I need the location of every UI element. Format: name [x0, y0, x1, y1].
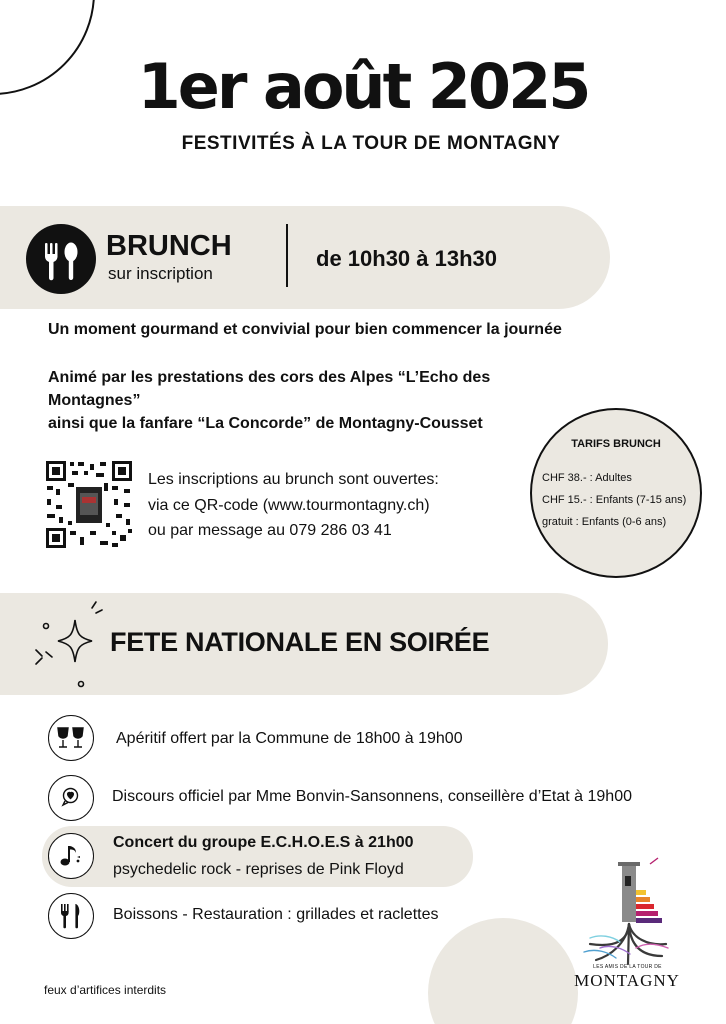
decorative-circle-bottom — [428, 918, 578, 1024]
fete-title: FETE NATIONALE EN SOIRÉE — [110, 627, 490, 657]
brunch-divider — [286, 224, 288, 287]
program-item-concert-subtext: psychedelic rock - reprises de Pink Floyd — [113, 861, 404, 878]
logo-name: MONTAGNY — [574, 971, 680, 990]
footer-note: feux d’artifices interdits — [44, 983, 167, 997]
program-item-aperitif: Apéritif offert par la Commune de 18h00 à 19h00 — [116, 730, 463, 747]
sparkle-icon — [30, 600, 110, 690]
brunch-subtitle: sur inscription — [108, 264, 213, 283]
animation-line-3: ainsi que la fanfare “La Concorde” de Montagny-Cousset — [48, 415, 483, 432]
brunch-time: de 10h30 à 13h30 — [316, 246, 498, 271]
registration-line-1: Les inscriptions au brunch sont ouvertes: — [148, 471, 439, 488]
qr-code[interactable] — [44, 459, 134, 550]
tarif-children: CHF 15.- : Enfants (7-15 ans) — [542, 494, 687, 506]
animation-line-2: Montagnes” — [48, 392, 141, 409]
registration-line-2: via ce QR-code (www.tourmontagny.ch) — [148, 497, 430, 514]
tarif-young-children: gratuit : Enfants (0-6 ans) — [542, 516, 667, 528]
program-item-boissons: Boissons - Restauration : grillades et raclettes — [113, 906, 439, 923]
registration-line-3: ou par message au 079 286 03 41 — [148, 522, 392, 539]
animation-line-1: Animé par les prestations des cors des Alpes “L’Echo des — [48, 369, 491, 386]
tarifs-title: TARIFS BRUNCH — [571, 438, 661, 450]
logo-tagline: LES AMIS DE LA TOUR DE — [593, 964, 662, 970]
cutlery-icon — [48, 893, 94, 939]
wine-glasses-icon — [48, 715, 94, 761]
tarifs-circle — [530, 408, 702, 578]
program-item-discours: Discours officiel par Mme Bonvin-Sansonnens, conseillère d’Etat à 19h00 — [112, 788, 632, 805]
tarif-adults: CHF 38.- : Adultes — [542, 472, 632, 484]
speech-heart-icon — [48, 775, 94, 821]
program-item-concert: Concert du groupe E.C.H.O.E.S à 21h00 — [113, 834, 414, 851]
brunch-intro: Un moment gourmand et convivial pour bien commencer la journée — [48, 321, 562, 338]
brunch-title: BRUNCH — [106, 230, 232, 262]
music-note-icon — [48, 833, 94, 879]
page-title: 1er août 2025 — [137, 50, 589, 123]
fork-spoon-icon — [26, 224, 96, 294]
page-subtitle: FESTIVITÉS À LA TOUR DE MONTAGNY — [181, 133, 561, 154]
